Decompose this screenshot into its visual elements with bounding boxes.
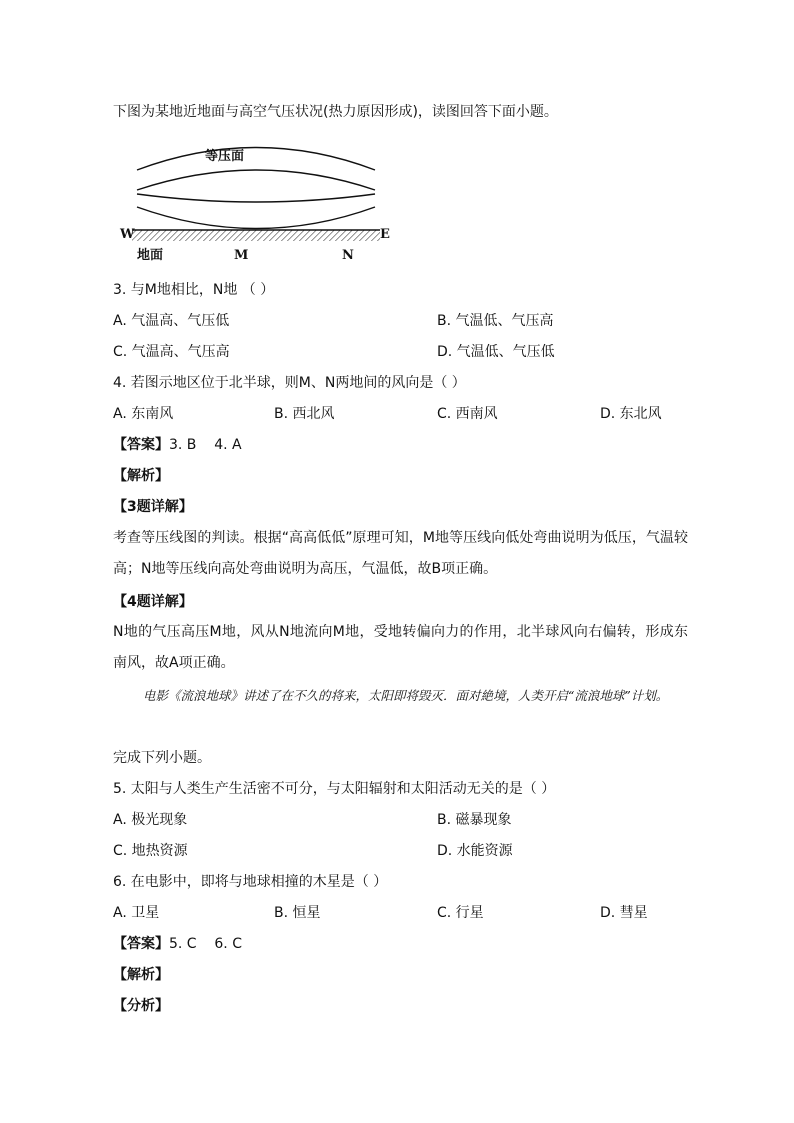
q3-option-d: D. 气温低、气压低 <box>437 344 555 360</box>
isobar-label: 等压面 <box>205 149 245 164</box>
q5-option-d: D. 水能资源 <box>437 843 513 859</box>
q4-option-d: D. 东北风 <box>600 406 662 422</box>
m-label: M <box>234 248 249 263</box>
west-label: W <box>120 227 135 242</box>
answer-label: 【答案】 <box>113 437 169 453</box>
movie-quote: 电影《流浪地球》讲述了在不久的将来，太阳即将毁灭．面对絶境，人类开启“流浪地球”计划。 <box>143 688 669 703</box>
intro-text: 下图为某地近地面与高空气压状况(热力原因形成)，读图回答下面小题。 <box>113 104 558 120</box>
ground-hatch <box>132 230 380 241</box>
n-label: N <box>342 248 354 263</box>
isobar-curve-2 <box>137 170 375 190</box>
analysis-label-2: 【解析】 <box>113 967 169 983</box>
detail-3-label: 【3题详解】 <box>113 499 193 515</box>
isobar-curve-3 <box>137 194 375 202</box>
q5-option-b: B. 磁暴现象 <box>437 812 512 828</box>
q6-option-c: C. 行星 <box>437 905 484 921</box>
q5-option-c: C. 地热资源 <box>113 843 188 859</box>
isobar-curve-1 <box>137 148 375 171</box>
answer-block-1 <box>113 435 242 455</box>
q5-stem: 5. 太阳与人类生产生活密不可分，与太阳辐射和太阳活动无关的是（ ） <box>113 781 556 797</box>
answer-text: 3. B 4. A <box>169 437 242 453</box>
q4-option-c: C. 西南风 <box>437 406 498 422</box>
answer-block-2 <box>113 934 242 954</box>
instruction-text: 完成下列小题。 <box>113 750 211 766</box>
q3-option-b: B. 气温低、气压高 <box>437 313 554 329</box>
fenxi-label: 【分析】 <box>113 998 169 1014</box>
detail-3-text: 考查等压线图的判读。根据“高高低低”原理可知，M地等压线向低处弯曲说明为低压，气温较高；N地等压线向高处弯曲说明为高压，气温低，故B项正确。 <box>113 530 688 577</box>
isobar-curve-4 <box>137 207 375 229</box>
q4-option-b: B. 西北风 <box>274 406 335 422</box>
q6-option-d: D. 彗星 <box>600 905 648 921</box>
q6-option-a: A. 卫星 <box>113 905 160 921</box>
q6-option-b: B. 恒星 <box>274 905 321 921</box>
q3-option-c: C. 气温高、气压高 <box>113 344 230 360</box>
answer-text: 5. C 6. C <box>169 936 242 952</box>
isobar-diagram <box>112 140 402 265</box>
q4-stem: 4. 若图示地区位于北半球，则M、N两地间的风向是（ ） <box>113 375 466 391</box>
analysis-label-1: 【解析】 <box>113 468 169 484</box>
detail-4-text: N地的气压高压M地，风从N地流向M地，受地转偏向力的作用，北半球风向右偏转，形成东南风，故A项正确。 <box>113 624 688 671</box>
ground-label: 地面 <box>137 248 164 263</box>
q4-option-a: A. 东南风 <box>113 406 174 422</box>
q5-option-a: A. 极光现象 <box>113 812 188 828</box>
q3-stem: 3. 与M地相比，N地 （ ） <box>113 282 275 298</box>
detail-4-label: 【4题详解】 <box>113 594 193 610</box>
east-label: E <box>380 227 390 242</box>
answer-label: 【答案】 <box>113 936 169 952</box>
q6-stem: 6. 在电影中，即将与地球相撞的木星是（ ） <box>113 874 388 890</box>
q3-option-a: A. 气温高、气压低 <box>113 313 230 329</box>
